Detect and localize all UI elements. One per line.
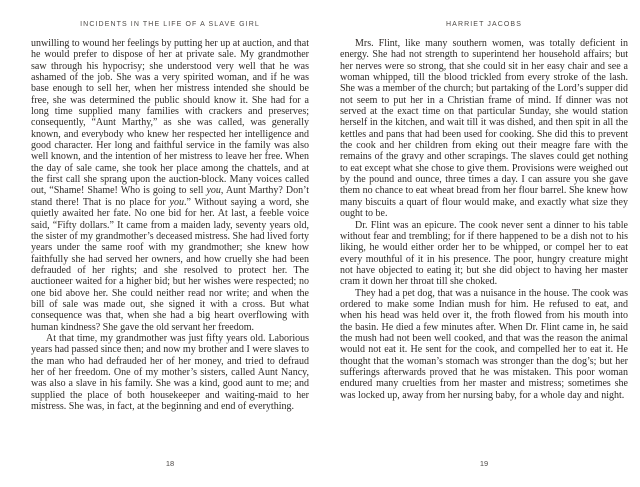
text-run: Mrs. Flint, like many southern women, was totally deficient in energy. She had not strength to superintend her household affairs; but her nerves were so strong, that she could sit in her easy chair and see a woman whipped, till the blood trickled from every stroke of the lash. She was a member of the church; but partaking of the Lord’s supper did not seem to put her in a Christian frame of mind. If dinner was not served at the exact time on that particular Sunday, she would station herself in the kitchen, and wait till it was dished, and then spit in all the kettles and pans that had been used for cooking. She did this to prevent the cook and her children from eking out their meagre fare with the remains of the gravy and other scrapings. The slaves could get nothing to eat except what she chose to give them. Provisions were weighed out by the pound and ounce, three times a day. I can assure you she gave them no chance to eat wheat bread from her flour barrel. She knew how many biscuits a quart of flour would make, and exactly what size they ought to be. <box>340 38 628 220</box>
left-page <box>31 0 309 487</box>
page-number-right: 19 <box>479 459 489 468</box>
text-run: Dr. Flint was an epicure. The cook never sent a dinner to his table without fear and trembling; for if there happened to be a dish not to his liking, he would either order her to be whipped, or compel her to eat every mouthful of it in his presence. The poor, hungry creature might not have objected to eating it; but she did object to having her master cram it down her throat till she choked. <box>340 219 628 288</box>
italic-text-run: you <box>206 185 221 197</box>
text-run: , Aunt Marthy? Don’t stand there! That is no place for <box>31 185 309 208</box>
paragraph <box>340 288 628 401</box>
paragraph <box>31 38 309 333</box>
paragraph <box>340 38 628 220</box>
running-header-right: HARRIET JACOBS <box>446 21 522 28</box>
text-run: .” Without saying a word, she quietly awaited her fate. No one bid for her. At last, a feeble voice said, “Fifty dollars.” It came from a maiden lady, seventy years old, the sister of my grandmother’s deceased mistress. She had lived forty years under the same roof with my grandmother; she knew how faithfully she had served her owners, and how cruelly she had been defrauded of her rights; and she resolved to protect her. The auctioneer waited for a higher bid; but her wishes were respected; no one bid above her. She could neither read nor write; and when the bill of sale was made out, she signed it with a cross. But what consequence was that, when she had a big heart overflowing with human kindness? She gave the old servant her freedom. <box>31 196 309 333</box>
right-page <box>340 0 628 487</box>
page-number-left: 18 <box>165 459 175 468</box>
text-run: At that time, my grandmother was just fifty years old. Laborious years had passed since then; and now my brother and I were slaves to the man who had defrauded her of her money, and tried to defraud her of her freedom. One of my mother’s sisters, called Aunt Nancy, was also a slave in his family. She was a kind, good aunt to me; and supplied the place of both housekeeper and waiting-maid to her mistress. She was, in fact, at the beginning and end of everything. <box>31 332 309 412</box>
italic-text-run: you <box>169 196 184 208</box>
paragraph <box>31 333 309 412</box>
right-page-body <box>340 38 628 401</box>
text-run: unwilling to wound her feelings by putting her up at auction, and that he would prefer to dispose of her at private sale. My grandmother saw through his hypocrisy; she understood very well that he was ashamed of the job. She was a very spirited woman, and if he was base enough to sell her, when her mistress intended she should be free, she was determined the public should know it. She had for a long time supplied many families with crackers and preserves; consequently, “Aunt Marthy,” as she was called, was generally known, and everybody who knew her respected her intelligence and good character. Her long and faithful service in the family was also well known, and the intention of her mistress to leave her free. When the day of sale came, she took her place among the chattels, and at the first call she sprang upon the auction-block. Many voices called out, “Shame! Shame! Who is going to sell <box>31 38 309 197</box>
running-header-left: INCIDENTS IN THE LIFE OF A SLAVE GIRL <box>80 21 260 28</box>
left-page-body <box>31 38 309 412</box>
paragraph <box>340 220 628 288</box>
text-run: They had a pet dog, that was a nuisance in the house. The cook was ordered to make some Indian mush for him. He refused to eat, and when his head was held over it, the froth flowed from his mouth into the basin. He died a few minutes after. When Dr. Flint came in, he said the mush had not been well cooked, and that was the reason the animal would not eat it. He sent for the cook, and compelled her to eat it. He thought that the woman’s stomach was stronger than the dog’s; but her sufferings afterwards proved that he was mistaken. This poor woman endured many cruelties from her master and mistress; sometimes she was locked up, away from her nursing baby, for a whole day and night. <box>340 287 628 401</box>
